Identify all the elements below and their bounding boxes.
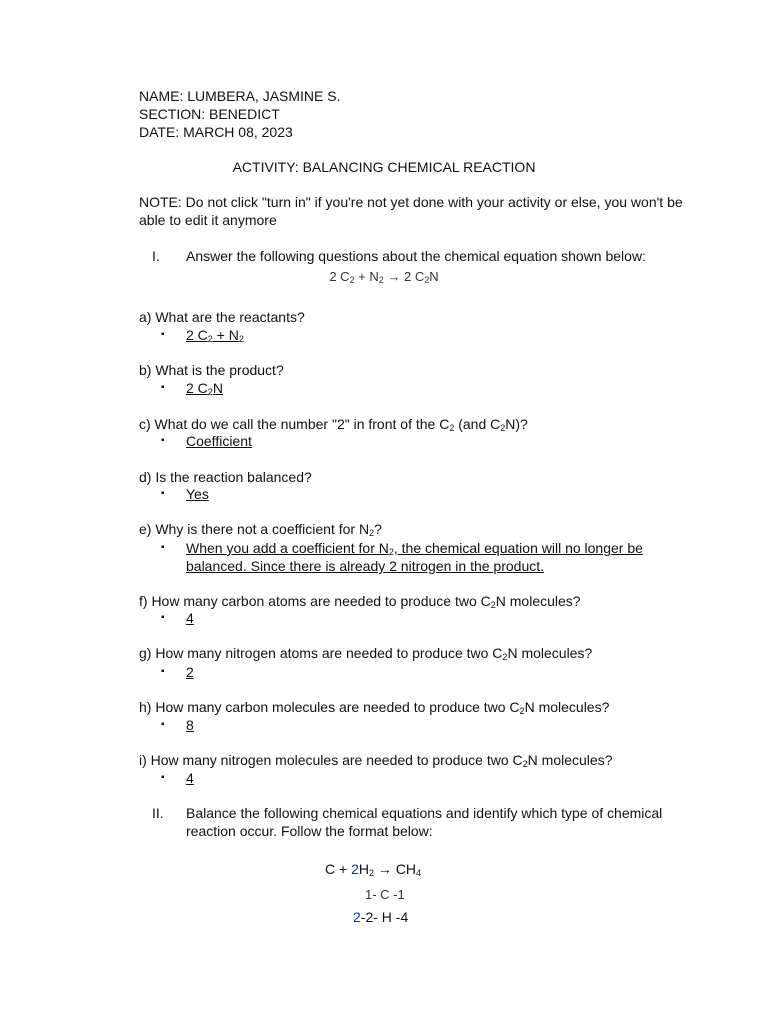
bullet-icon: ▪ bbox=[161, 329, 165, 340]
answer-e: When you add a coefficient for $N_2$, the chemical equation will no longer be balanced. Since there is already 2 nitrogen in the product. bbox=[186, 540, 643, 574]
question-i: i) How many nitrogen molecules are needed to produce two $C_2N$ molecules? bbox=[139, 752, 613, 769]
part2-numeral: II. bbox=[152, 805, 164, 821]
question-e: e) Why is there not a coefficient for $N_2$? bbox=[139, 521, 382, 538]
bullet-icon: ▪ bbox=[161, 435, 165, 446]
question-g: g) How many nitrogen atoms are needed to produce two $C_2N$ molecules? bbox=[139, 645, 593, 662]
part1-numeral: I. bbox=[152, 248, 160, 264]
part2-instruction: Balance the following chemical equations and identify which type of chemical reaction occur. Follow the format below: bbox=[186, 805, 663, 839]
answer-g: 2 bbox=[186, 664, 194, 680]
question-d: d) Is the reaction balanced? bbox=[139, 469, 312, 485]
note-paragraph: NOTE: Do not click "turn in" if you're not yet done with your activity or else, you won't be able to edit it anymore bbox=[139, 194, 683, 228]
answer-b: 2 $C_2N$ bbox=[186, 380, 223, 397]
bullet-icon: ▪ bbox=[161, 542, 165, 553]
answer-d: Yes bbox=[186, 486, 209, 502]
answer-a: 2 $C_2 + N_2$ bbox=[186, 327, 244, 344]
question-c: c) What do we call the number "2" in front of the $C_2$ (and $C_2N$)? bbox=[139, 416, 528, 433]
question-f: f) How many carbon atoms are needed to produce two $C_2N$ molecules? bbox=[139, 593, 581, 610]
answer-c: Coefficient bbox=[186, 433, 252, 449]
answer-f: 4 bbox=[186, 610, 194, 626]
date-line: DATE: MARCH 08, 2023 bbox=[139, 124, 293, 140]
bullet-icon: ▪ bbox=[161, 772, 165, 783]
example-hydrogen-row: 2-2- H -4 bbox=[353, 909, 409, 925]
bullet-icon: ▪ bbox=[161, 382, 165, 393]
activity-title: ACTIVITY: BALANCING CHEMICAL REACTION bbox=[232, 159, 536, 175]
main-equation: 2 $C_2 + N_2 \to 2$ $C_2N$ bbox=[329, 269, 439, 285]
answer-i: 4 bbox=[186, 770, 194, 786]
question-h: h) How many carbon molecules are needed to produce two $C_2N$ molecules? bbox=[139, 699, 610, 716]
bullet-icon: ▪ bbox=[161, 488, 165, 499]
name-line: NAME: LUMBERA, JASMINE S. bbox=[139, 88, 341, 104]
answer-h: 8 bbox=[186, 717, 194, 733]
example-equation: $C + 2H_2 \to CH_4$ bbox=[325, 861, 422, 878]
bullet-icon: ▪ bbox=[161, 719, 165, 730]
question-b: b) What is the product? bbox=[139, 362, 284, 378]
example-carbon-row: 1- C -1 bbox=[365, 887, 405, 902]
section-line: SECTION: BENEDICT bbox=[139, 106, 280, 122]
bullet-icon: ▪ bbox=[161, 666, 165, 677]
bullet-icon: ▪ bbox=[161, 612, 165, 623]
part1-instruction: Answer the following questions about the chemical equation shown below: bbox=[186, 248, 646, 264]
question-a: a) What are the reactants? bbox=[139, 309, 305, 325]
